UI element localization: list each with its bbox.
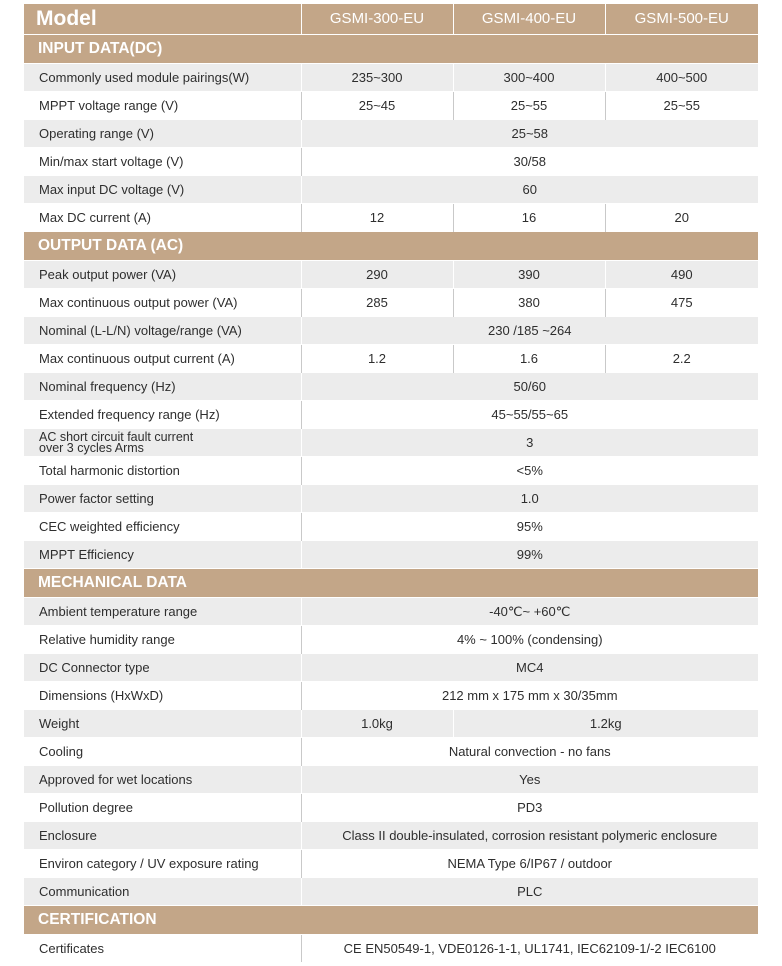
table-row: [24, 598, 758, 626]
row-value: 2.2: [605, 345, 758, 373]
row-value: 30/58: [301, 148, 758, 176]
row-label: Max continuous output power (VA): [24, 289, 301, 317]
row-value: 45~55/55~65: [301, 401, 758, 429]
model-gsmi-400: GSMI-400-EU: [453, 4, 605, 35]
row-label: Weight: [24, 710, 301, 738]
table-row: [24, 204, 758, 232]
table-row: [24, 794, 758, 822]
row-label: Ambient temperature range: [24, 598, 301, 626]
row-value: 20: [605, 204, 758, 232]
row-label-line2: over 3 cycles Arms: [39, 440, 144, 455]
table-row: [24, 738, 758, 766]
row-value: -40℃~ +60℃: [301, 598, 758, 626]
row-value: 25~58: [301, 120, 758, 148]
table-row: [24, 513, 758, 541]
row-label: Max continuous output current (A): [24, 345, 301, 373]
table-row: [24, 766, 758, 794]
table-row: [24, 682, 758, 710]
row-label: Max DC current (A): [24, 204, 301, 232]
table-row: [24, 457, 758, 485]
table-row: [24, 878, 758, 906]
row-value: 300~400: [453, 64, 605, 92]
row-value: 3: [301, 429, 758, 457]
row-label: Total harmonic distortion: [24, 457, 301, 485]
row-value: 380: [453, 289, 605, 317]
table-row: [24, 148, 758, 176]
row-label: Extended frequency range (Hz): [24, 401, 301, 429]
row-value: MC4: [301, 654, 758, 682]
table-row: [24, 261, 758, 289]
row-label: Peak output power (VA): [24, 261, 301, 289]
table-row: [24, 935, 758, 963]
table-row: [24, 401, 758, 429]
row-value: 25~55: [453, 92, 605, 120]
row-label: Communication: [24, 878, 301, 906]
row-label: Pollution degree: [24, 794, 301, 822]
row-value: 1.6: [453, 345, 605, 373]
row-value: 390: [453, 261, 605, 289]
row-value: 490: [605, 261, 758, 289]
table-row: [24, 822, 758, 850]
row-label: Relative humidity range: [24, 626, 301, 654]
row-value: Yes: [301, 766, 758, 794]
row-value: 1.0: [301, 485, 758, 513]
row-label: Nominal frequency (Hz): [24, 373, 301, 401]
table-row: [24, 850, 758, 878]
row-value: 475: [605, 289, 758, 317]
row-value: 4% ~ 100% (condensing): [301, 626, 758, 654]
model-gsmi-500: GSMI-500-EU: [605, 4, 758, 35]
row-value: 400~500: [605, 64, 758, 92]
section-output: [24, 232, 758, 261]
row-value: CE EN50549-1, VDE0126-1-1, UL1741, IEC62109-1/-2 IEC6100: [301, 935, 758, 963]
row-value: 1.2kg: [453, 710, 758, 738]
spec-table: [24, 4, 758, 962]
section-mechanical: [24, 569, 758, 598]
table-row: [24, 120, 758, 148]
table-row: [24, 541, 758, 569]
row-label: Dimensions (HxWxD): [24, 682, 301, 710]
table-row: [24, 92, 758, 120]
table-row: [24, 429, 758, 457]
row-value: 285: [301, 289, 453, 317]
row-label: Commonly used module pairings(W): [24, 64, 301, 92]
row-value: 1.0kg: [301, 710, 453, 738]
model-header-row: [24, 4, 758, 35]
row-label: Min/max start voltage (V): [24, 148, 301, 176]
row-value: 212 mm x 175 mm x 30/35mm: [301, 682, 758, 710]
row-value: 12: [301, 204, 453, 232]
row-value: Natural convection - no fans: [301, 738, 758, 766]
row-label: Certificates: [24, 935, 301, 963]
row-label: Nominal (L-L/N) voltage/range (VA): [24, 317, 301, 345]
row-value: 95%: [301, 513, 758, 541]
row-label: Enclosure: [24, 822, 301, 850]
table-row: [24, 289, 758, 317]
table-row: [24, 176, 758, 204]
table-row: [24, 345, 758, 373]
row-value: 25~55: [605, 92, 758, 120]
row-label: Cooling: [24, 738, 301, 766]
row-label: CEC weighted efficiency: [24, 513, 301, 541]
row-label: Max input DC voltage (V): [24, 176, 301, 204]
row-label: [24, 429, 301, 457]
row-label: Power factor setting: [24, 485, 301, 513]
row-value: 230 /185 ~264: [301, 317, 758, 345]
row-value: 235~300: [301, 64, 453, 92]
row-label: Operating range (V): [24, 120, 301, 148]
row-value: Class II double-insulated, corrosion resistant polymeric enclosure: [301, 822, 758, 850]
section-title: OUTPUT DATA (AC): [24, 232, 758, 261]
row-value: 25~45: [301, 92, 453, 120]
row-label: Environ category / UV exposure rating: [24, 850, 301, 878]
row-value: PD3: [301, 794, 758, 822]
table-row: [24, 654, 758, 682]
section-title: MECHANICAL DATA: [24, 569, 758, 598]
section-input: [24, 35, 758, 64]
row-value: PLC: [301, 878, 758, 906]
row-label: Approved for wet locations: [24, 766, 301, 794]
row-label: MPPT voltage range (V): [24, 92, 301, 120]
row-label: DC Connector type: [24, 654, 301, 682]
table-row: [24, 710, 758, 738]
row-value: 50/60: [301, 373, 758, 401]
model-gsmi-300: GSMI-300-EU: [301, 4, 453, 35]
row-label: MPPT Efficiency: [24, 541, 301, 569]
row-value: 290: [301, 261, 453, 289]
row-value: <5%: [301, 457, 758, 485]
row-label-line1: AC short circuit fault current: [39, 429, 194, 444]
table-row: [24, 64, 758, 92]
section-certification: [24, 906, 758, 935]
row-value: 16: [453, 204, 605, 232]
model-label: Model: [24, 4, 301, 35]
row-value: NEMA Type 6/IP67 / outdoor: [301, 850, 758, 878]
row-value: 99%: [301, 541, 758, 569]
section-title: CERTIFICATION: [24, 906, 758, 935]
row-value: 1.2: [301, 345, 453, 373]
table-row: [24, 317, 758, 345]
row-value: 60: [301, 176, 758, 204]
table-row: [24, 373, 758, 401]
section-title: INPUT DATA(DC): [24, 35, 758, 64]
table-row: [24, 485, 758, 513]
table-row: [24, 626, 758, 654]
